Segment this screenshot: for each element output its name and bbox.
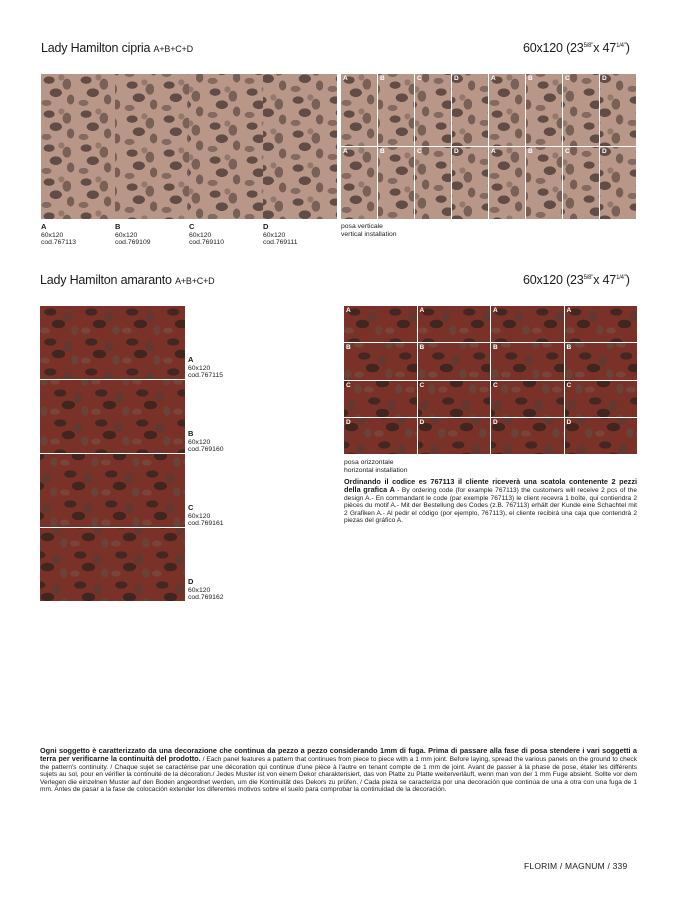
tile-letter: C [419,381,425,389]
caption-amaranto-c [188,504,224,528]
caption-horizontal-installation [344,459,407,474]
tile-letter: A [346,307,351,314]
tile-letter: B [566,344,572,352]
layout-tile [565,418,638,454]
section1-title-text: Lady Hamilton cipria [41,41,151,55]
section2-size-end: ) [625,273,630,287]
tile-letter: A [493,307,498,314]
caption-cipria-a [41,223,76,247]
layout-tile [563,74,599,146]
caption-size: 60x120 [188,586,211,594]
caption-cipria-b [115,223,151,247]
section1-size-mid: x 47 [593,41,617,55]
caption-size: 60x120 [188,512,211,520]
layout-tile [526,74,562,146]
caption-size: 60x120 [188,438,211,446]
layout-tile [600,74,636,146]
layout-tile [491,306,564,342]
caption-it: posa verticale [341,223,383,230]
installation-notice [40,747,637,793]
caption-letter: B [115,222,121,231]
order-note [344,478,637,524]
layout-tile [418,343,491,379]
panel-cipria-d [263,74,337,219]
caption-letter: C [188,503,194,512]
layout-tile [378,147,414,219]
section1-size-end: ) [625,41,630,55]
tile-letter: B [380,148,385,155]
layout-tile [565,381,638,417]
panel-cipria-a [41,74,115,219]
notice-rest: / Each panel features a pattern that continues from piece to piece with a 1 mm joint. Before laying, spread the various panels on the ground to check the pattern's continuity. / Chaque sujet se caractérise par une décoration qui continue d'une pièce à l'autre en tenant compte de 1 mm de joint. Avant de passer à la phase de pose, étaler les différents sujets au sol, pour en vérifier la continuité de la décoration./ Jedes Muster ist von einem Dekor charakterisiert, das von Platte zu Platte weiterverläuft, wenn man von der 1 mm Fuge absieht. Sollte vor dem Verlegen die einzelnen Muster auf den Boden angeordnet werden, um die Kontinuität des Dekors zu prüfen. / Cada pieza se caracteriza por una decoración que continúa de una a otra con una fuga de 1 mm. Antes de pasar a la fase de colocación extender los diferentes motivos sobre el suelo para comprobar la continuidad de la decoración. [40,756,637,794]
layout-tile [341,147,377,219]
notice-bold: Ogni soggetto è caratterizzato da una decorazione che continua da pezzo a pezzo considerando 1mm di fuga. Prima di passare alla fase di posa stendere i vari soggetti a terra per verificarne la continuità del prodotto. [40,746,637,764]
caption-en: vertical installation [341,230,397,238]
caption-code: cod.767113 [41,239,77,247]
tile-letter: C [566,381,572,389]
section2-title [40,273,214,287]
caption-letter: D [188,577,194,586]
caption-size: 60x120 [115,231,138,239]
section1-size [523,41,630,55]
layout-tile [415,147,451,219]
layout-tile [526,147,562,219]
order-note-bold: Ordinando il codice es 767113 il cliente riceverà una scatola contenente 2 pezzi della grafica A [344,477,637,495]
layout-tile [344,381,417,417]
caption-amaranto-b [188,430,224,454]
caption-amaranto-a [188,356,223,380]
tile-letter: C [417,148,422,155]
caption-vertical-installation [341,223,397,238]
layout-tile [344,306,417,342]
panel-cipria-c [189,74,263,219]
tile-letter: B [346,344,351,352]
section1-size-sup2: 1/4" [616,42,626,49]
layout-tile [489,147,525,219]
section1-size-sup1: 5/8" [583,42,594,49]
page-footer: FLORIM / MAGNUM / 339 [524,861,628,871]
section2-size [523,273,630,287]
section1-title [41,41,193,55]
caption-letter: D [263,222,269,231]
tile-letter: C [565,148,570,155]
section2-title-text: Lady Hamilton amaranto [40,273,172,287]
section1-size-main: 60x120 (23 [523,41,584,55]
tile-letter: C [346,381,351,389]
panel-amaranto-c [40,454,185,527]
layout-tile [418,306,491,342]
layout-tile [565,306,638,342]
caption-cipria-d [263,223,298,247]
panel-amaranto-d [40,528,185,601]
tile-letter: D [346,418,351,426]
layout-horizontal-grid [344,306,637,454]
section2-size-sup1: 5/8" [583,274,594,281]
tile-letter: C [417,75,422,82]
tile-letter: D [454,148,459,155]
tile-letter: B [528,148,533,155]
tile-letter: B [528,75,533,82]
layout-tile [491,343,564,379]
layout-tile [418,418,491,454]
caption-cipria-c [189,223,224,247]
layout-vertical-grid [341,74,636,219]
section2-size-sup2: 1/4" [616,274,626,281]
section1-suffix: A+B+C+D [153,44,193,54]
section2-suffix: A+B+C+D [175,276,215,286]
caption-en: horizontal installation [344,466,408,474]
caption-code: cod.767115 [188,372,224,380]
tile-letter: B [380,75,385,82]
layout-tile [378,74,414,146]
layout-tile [344,418,417,454]
tile-letter: D [602,148,607,155]
caption-letter: B [188,429,194,438]
tile-letter: B [493,344,498,352]
layout-tile [452,147,488,219]
layout-tile [491,418,564,454]
tile-letter: A [491,75,496,82]
layout-tile [344,343,417,379]
layout-tile [565,343,638,379]
tile-letter: D [454,75,459,82]
tile-letter: A [566,307,572,314]
panel-cipria-b [115,74,189,219]
caption-code: cod.769109 [115,239,151,247]
section2-size-mid: x 47 [593,273,617,287]
caption-letter: A [188,355,194,364]
tile-letter: A [419,307,425,314]
order-note-rest: - By ordering code (for example 767113) the customers will receive 2 pcs of the design A.- En commandant le code (par exemple 767113) le client recevra 1 boîte, qui contiendra 2 pièces du motif A.- Mit der Bestellung des Codes (z.B. 767113) erhält der Kunde eine Schachtel mit 2 Grafiken A.- Al pedir el código (por ejemplo, 767113), el cliente recibirá una caja que contendrá 2 piezas del gráfico A. [344,487,637,525]
layout-tile [418,381,491,417]
layout-tile [563,147,599,219]
tile-letter: C [493,381,498,389]
caption-code: cod.769111 [263,239,298,247]
caption-amaranto-d [188,578,224,602]
caption-letter: A [41,222,47,231]
caption-letter: C [189,222,195,231]
caption-size: 60x120 [41,231,64,239]
tile-letter: A [491,148,496,155]
caption-size: 60x120 [263,231,286,239]
panel-amaranto-a [40,306,185,379]
layout-tile [341,74,377,146]
layout-tile [415,74,451,146]
caption-size: 60x120 [188,364,211,372]
tile-letter: A [343,148,348,155]
layout-tile [452,74,488,146]
tile-letter: B [419,344,425,352]
section2-size-main: 60x120 (23 [523,273,584,287]
caption-code: cod.769161 [188,520,224,528]
tile-letter: D [493,418,498,426]
caption-size: 60x120 [189,231,212,239]
layout-tile [600,147,636,219]
caption-code: cod.769160 [188,446,224,454]
tile-letter: A [343,75,348,82]
layout-tile [489,74,525,146]
tile-letter: C [565,75,570,82]
caption-code: cod.769110 [189,239,225,247]
tile-letter: D [566,418,572,426]
tile-letter: D [602,75,607,82]
tile-letter: D [419,418,425,426]
panel-amaranto-b [40,380,185,453]
layout-tile [491,381,564,417]
caption-code: cod.769162 [188,594,224,602]
caption-it: posa orizzontale [344,459,394,466]
